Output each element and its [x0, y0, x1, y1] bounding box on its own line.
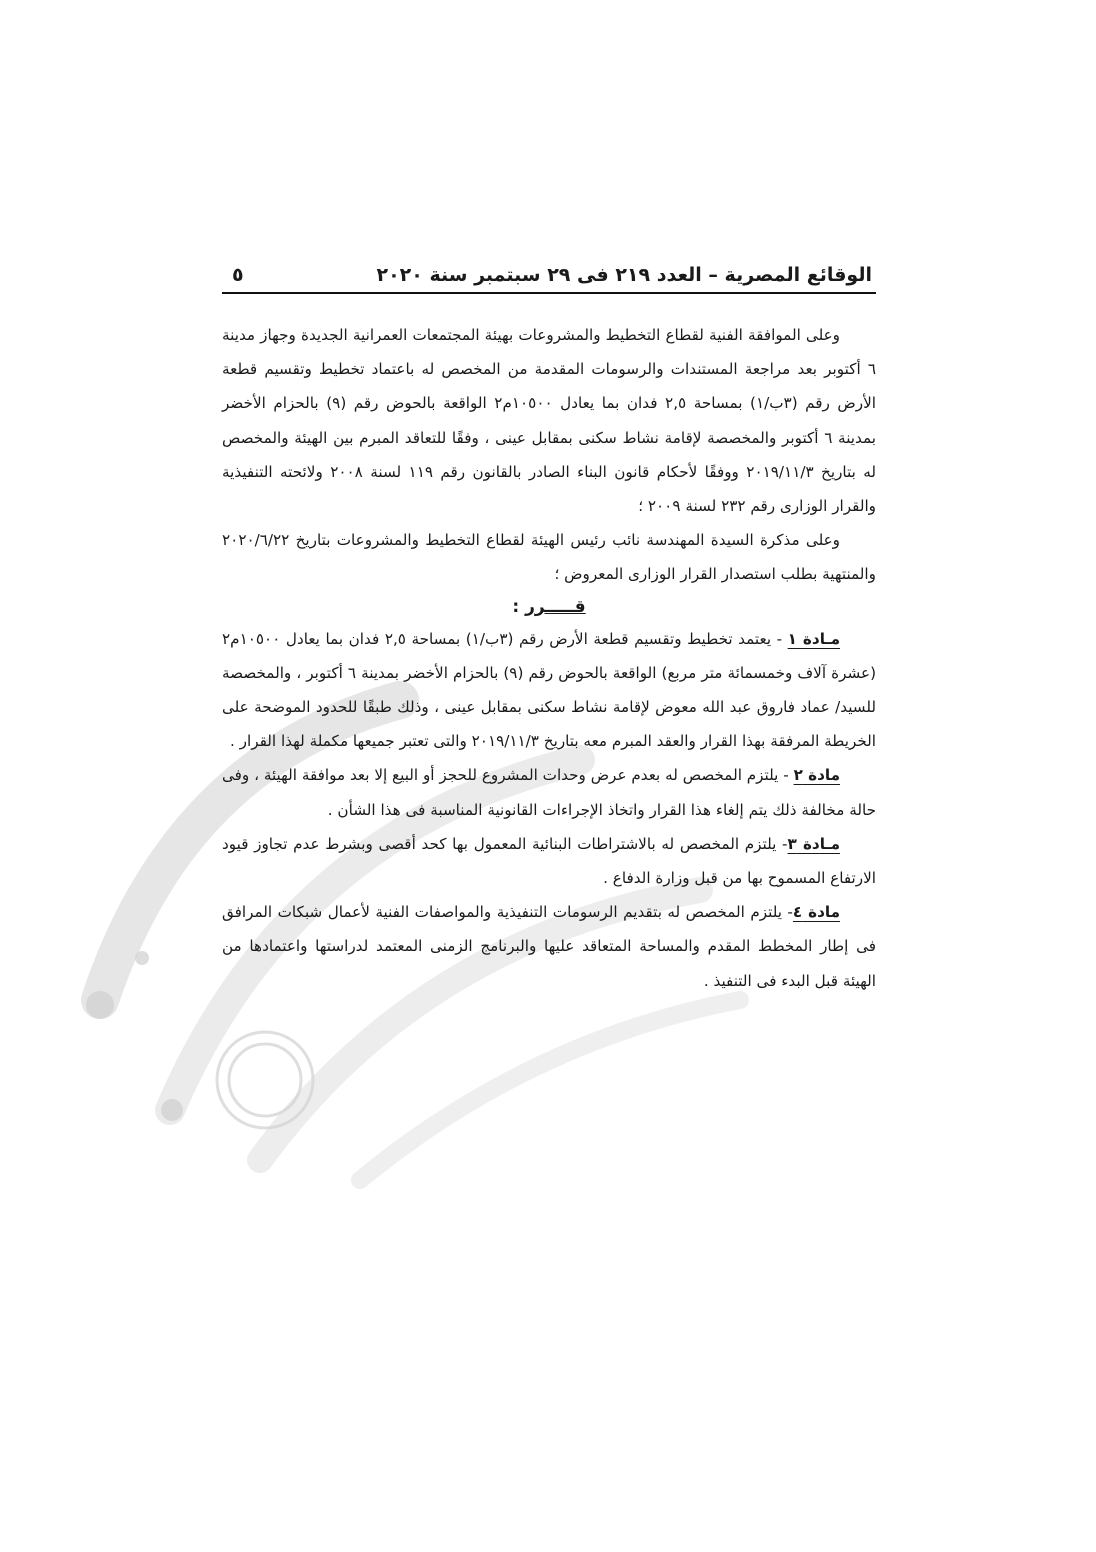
article-3-text: - يلتزم المخصص له بالاشتراطات البنائية المعمول بها كحد أقصى وبشرط عدم تجاوز قيود الارتفاع المسموح بها من قبل وزارة الدفاع .: [222, 834, 876, 888]
article-1-label: مـادة ١: [787, 629, 840, 648]
decree-word: قـــــرر: [525, 596, 586, 617]
article-4-text: - يلتزم المخصص له بتقديم الرسومات التنفيذية والمواصفات الفنية لأعمال شبكات المرافق فى إطار المخطط المقدم والمساحة المتعاقد عليها والبرنامج الزمنى المعتمد لدراستها واعتمادها من الهيئة قبل البدء فى التنفيذ .: [222, 903, 876, 990]
article-3: [222, 827, 876, 895]
page-header: [222, 250, 876, 294]
article-2-label: مادة ٢: [793, 766, 841, 785]
article-2: [222, 758, 876, 826]
article-4-label: مادة ٤: [792, 903, 840, 922]
preamble-paragraph-1: وعلى الموافقة الفنية لقطاع التخطيط والمشروعات بهيئة المجتمعات العمرانية الجديدة وجهاز مدينة ٦ أكتوبر بعد مراجعة المستندات والرسومات المقدمة من المخصص له باعتماد تخطيط وتقسيم قطعة الأرض رقم (٣ب/١) بمساحة ٢,٥ فدان بما يعادل ١٠٥٠٠م٢ الواقعة بالحوض رقم (٩) بالحزام الأخضر بمدينة ٦ أكتوبر والمخصصة لإقامة نشاط سكنى بمقابل عينى ، وفقًا للتعاقد المبرم بين الهيئة والمخصص له بتاريخ ٢٠١٩/١١/٣ ووفقًا لأحكام قانون البناء الصادر بالقانون رقم ١١٩ لسنة ٢٠٠٨ ولائحته التنفيذية والقرار الوزارى رقم ٢٣٢ لسنة ٢٠٠٩ ؛: [222, 326, 877, 516]
preamble-paragraph-2: وعلى مذكرة السيدة المهندسة نائب رئيس الهيئة لقطاع التخطيط والمشروعات بتاريخ ٢٠٢٠/٦/٢٢ والمنتهية بطلب استصدار القرار الوزارى المعروض ؛: [222, 531, 876, 584]
article-1-text: - يعتمد تخطيط وتقسيم قطعة الأرض رقم (٣ب/١) بمساحة ٢,٥ فدان بما يعادل ١٠٥٠٠م٢ (عشرة آلاف وخمسمائة متر مربع) الواقعة بالحوض رقم (٩) بالحزام الأخضر بمدينة ٦ أكتوبر ، والمخصصة للسيد/ عماد فاروق عبد الله معوض لإقامة نشاط سكنى بمقابل عينى ، وذلك طبقًا للحدود الموضحة على الخريطة المرفقة بهذا القرار والعقد المبرم معه بتاريخ ٢٠١٩/١١/٣ والتى تعتبر جميعها مكملة لهذا القرار .: [222, 629, 876, 751]
gazette-page: [222, 250, 876, 998]
gazette-issue-title: الوقائع المصرية – العدد ٢١٩ فى ٢٩ سبتمبر سنة ٢٠٢٠: [376, 264, 872, 286]
page-number: ٥: [232, 264, 244, 286]
article-2-text: - يلتزم المخصص له بعدم عرض وحدات المشروع للحجز أو البيع إلا بعد موافقة الهيئة ، وفى حالة مخالفة ذلك يتم إلغاء هذا القرار واتخاذ الإجراءات القانونية المناسبة فى هذا الشأن .: [222, 766, 876, 819]
article-4: [222, 895, 876, 998]
decree-colon: :: [512, 596, 520, 617]
article-1: [222, 622, 876, 759]
document-body: [222, 318, 876, 998]
decree-heading: [222, 592, 876, 622]
article-3-label: مـادة ٣: [787, 834, 840, 853]
